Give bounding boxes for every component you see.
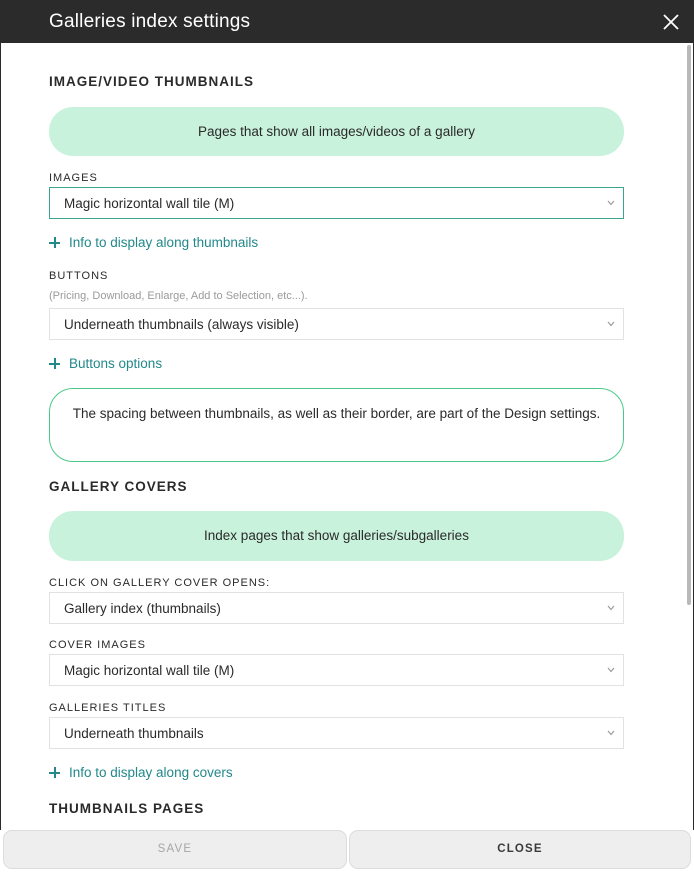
dialog-title: Galleries index settings — [49, 11, 251, 32]
click-cover-select[interactable] — [49, 592, 624, 624]
images-label: IMAGES — [49, 172, 98, 184]
buttons-select-value: Underneath thumbnails (always visible) — [64, 317, 299, 332]
plus-icon — [49, 358, 60, 369]
buttons-options-toggle-label: Buttons options — [69, 356, 163, 371]
section-title-covers: GALLERY COVERS — [49, 479, 188, 494]
thumbnails-info-toggle[interactable] — [49, 235, 258, 250]
covers-info-toggle[interactable] — [49, 765, 233, 780]
buttons-options-toggle[interactable] — [49, 356, 162, 371]
cover-images-select[interactable] — [49, 654, 624, 686]
buttons-select[interactable] — [49, 308, 624, 340]
section-title-thumbnails-pages: THUMBNAILS PAGES — [49, 801, 205, 816]
plus-icon — [49, 767, 60, 778]
cover-images-label: COVER IMAGES — [49, 639, 146, 651]
covers-info-toggle-label: Info to display along covers — [69, 765, 233, 780]
save-button[interactable]: SAVE — [3, 830, 347, 869]
chevron-down-icon — [607, 321, 615, 327]
galleries-titles-select-value: Underneath thumbnails — [64, 726, 204, 741]
galleries-titles-select[interactable] — [49, 717, 624, 749]
buttons-sublabel: (Pricing, Download, Enlarge, Add to Selection, etc...). — [49, 290, 308, 302]
chevron-down-icon — [607, 200, 615, 206]
click-cover-label: CLICK ON GALLERY COVER OPENS: — [49, 577, 271, 589]
dialog-footer — [0, 830, 694, 876]
scrollbar[interactable] — [687, 45, 691, 605]
chevron-down-icon — [607, 667, 615, 673]
close-icon[interactable] — [660, 11, 682, 33]
buttons-label: BUTTONS — [49, 270, 109, 282]
click-cover-select-value: Gallery index (thumbnails) — [64, 601, 221, 616]
close-button[interactable]: CLOSE — [349, 830, 691, 869]
images-select-value: Magic horizontal wall tile (M) — [64, 196, 235, 211]
chevron-down-icon — [607, 730, 615, 736]
thumbnails-info-toggle-label: Info to display along thumbnails — [69, 235, 259, 250]
settings-panel[interactable] — [1, 43, 693, 830]
spacing-note: The spacing between thumbnails, as well as their border, are part of the Design settings. — [49, 388, 624, 462]
section-title-thumbnails: IMAGE/VIDEO THUMBNAILS — [49, 74, 255, 89]
covers-info-pill: Index pages that show galleries/subgalleries — [49, 511, 624, 561]
cover-images-select-value: Magic horizontal wall tile (M) — [64, 663, 235, 678]
dialog-header — [0, 0, 694, 43]
chevron-down-icon — [607, 605, 615, 611]
plus-icon — [49, 237, 60, 248]
thumbnails-info-pill: Pages that show all images/videos of a gallery — [49, 107, 624, 156]
galleries-titles-label: GALLERIES TITLES — [49, 702, 167, 714]
images-select[interactable] — [49, 187, 624, 219]
